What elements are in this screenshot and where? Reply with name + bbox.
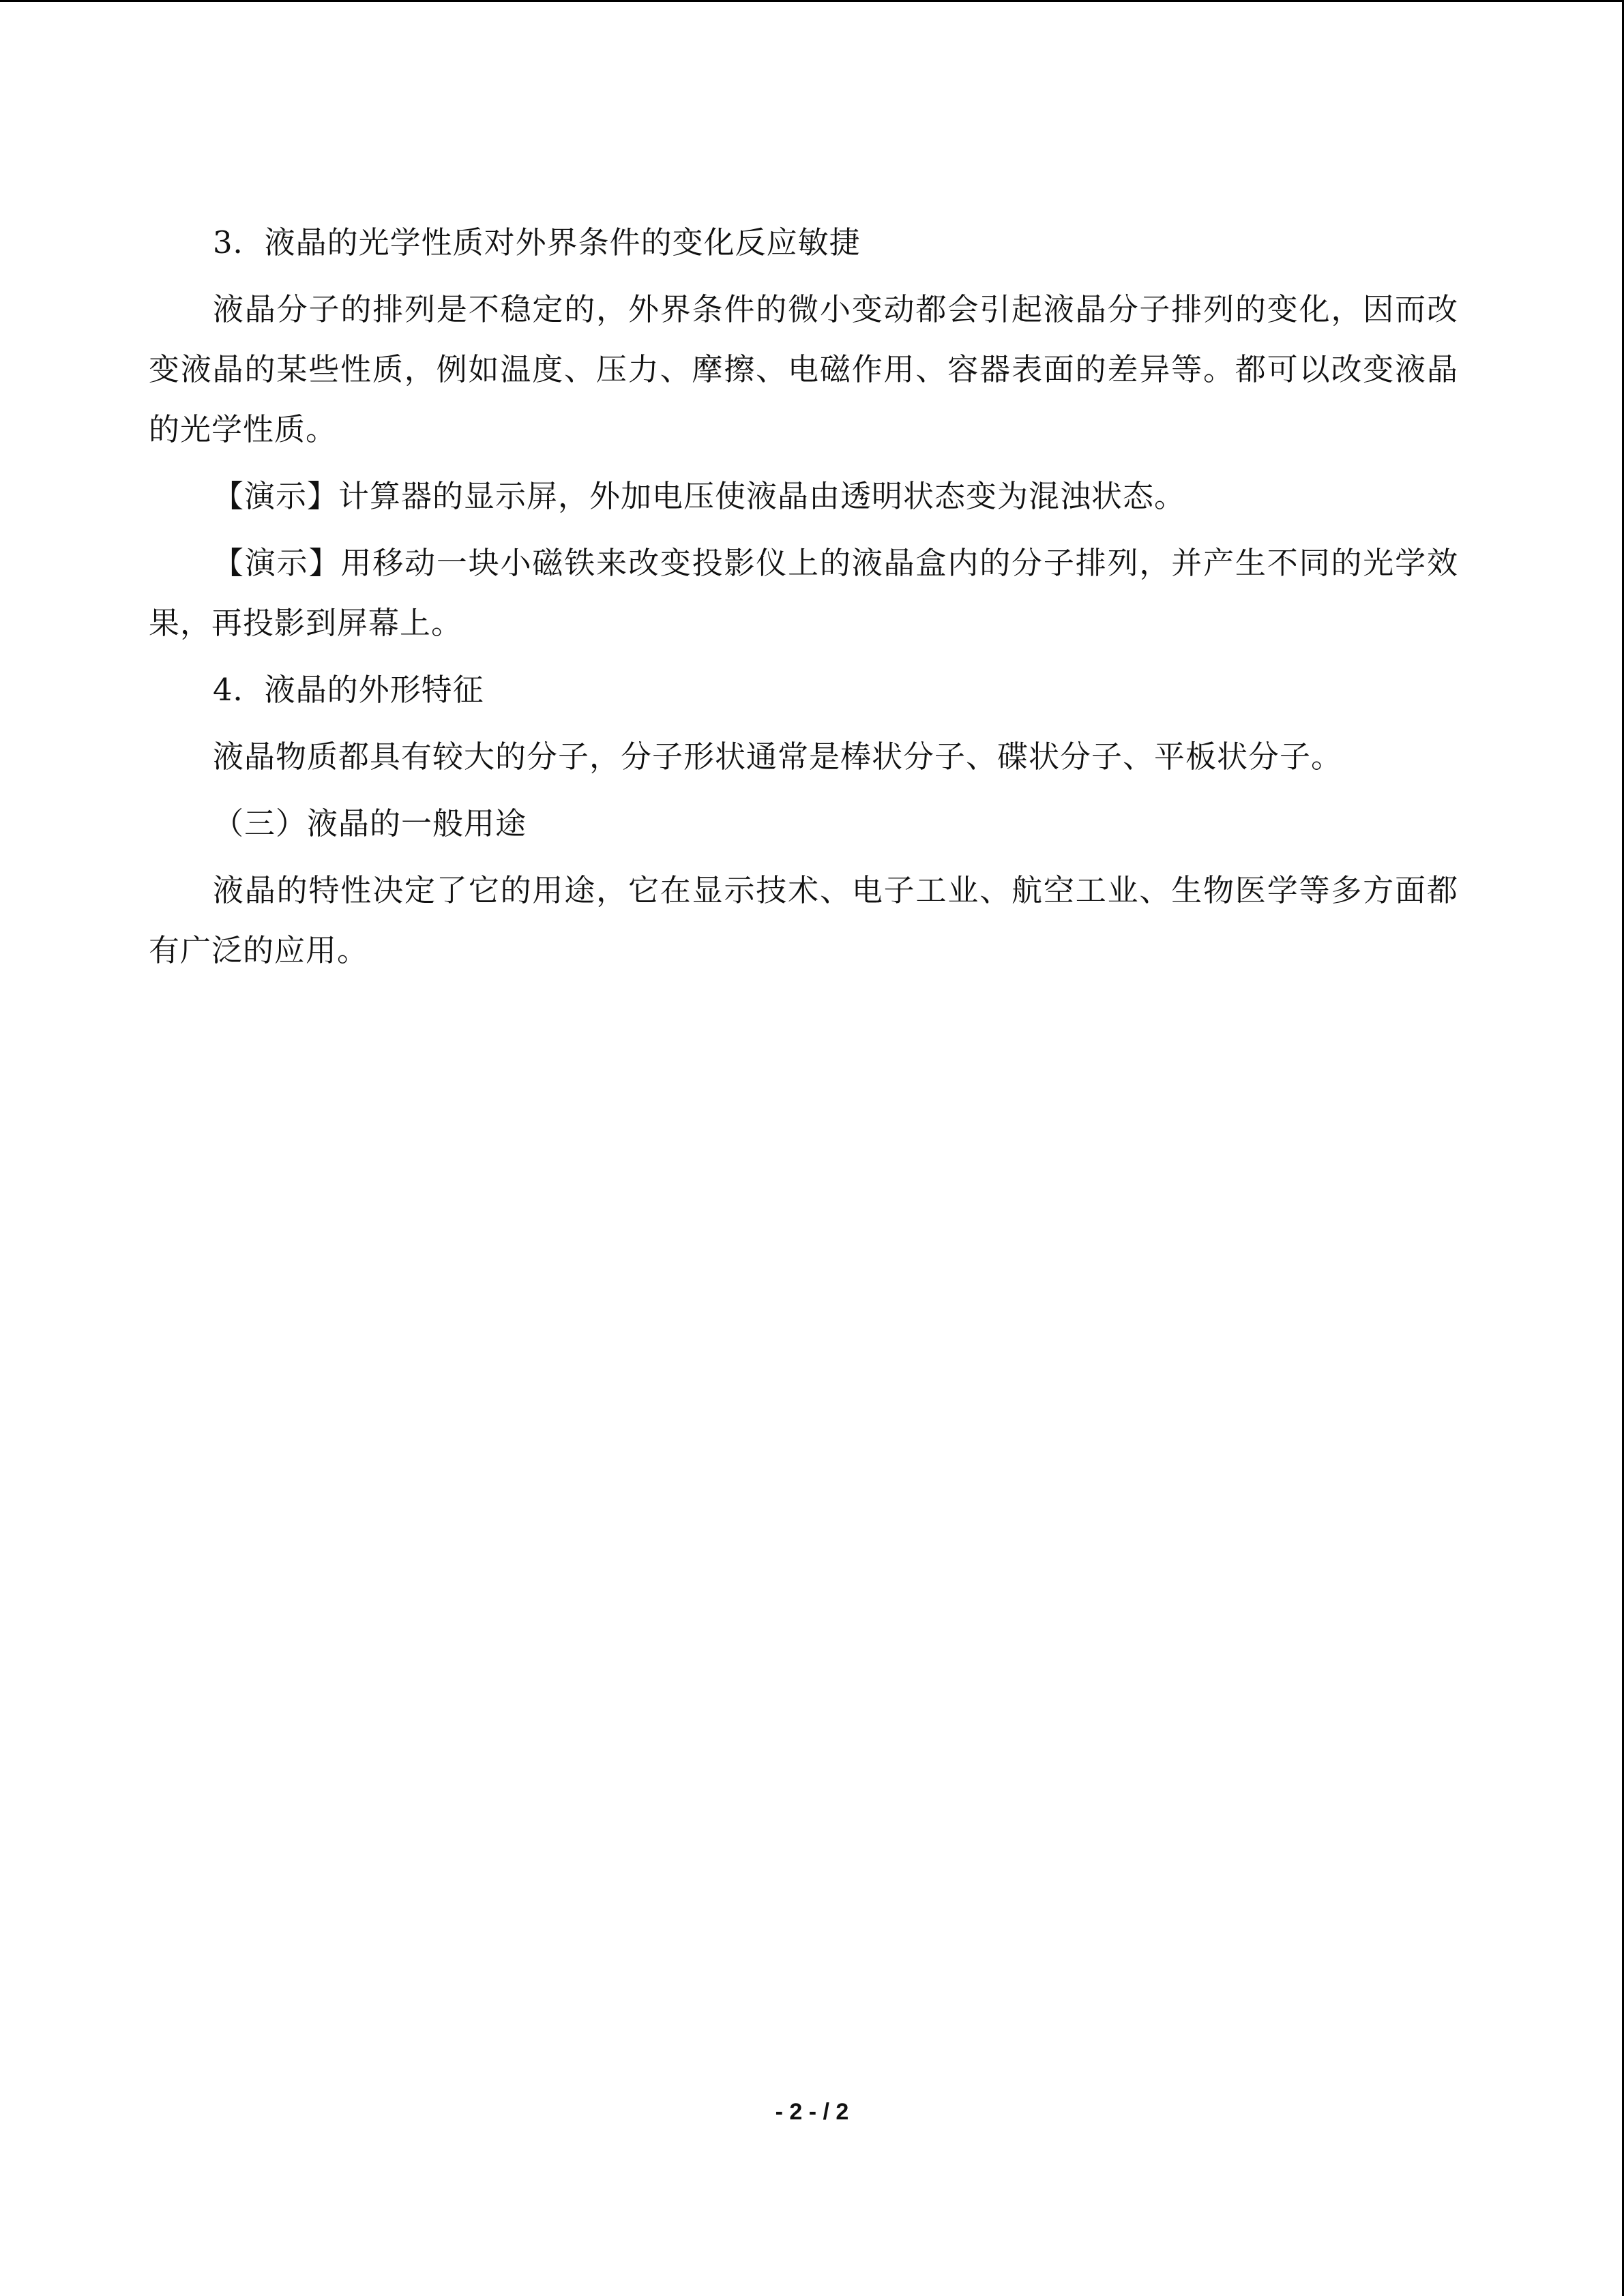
paragraph-demo-magnet: 【演示】用移动一块小磁铁来改变投影仪上的液晶盒内的分子排列，并产生不同的光学效果，再投影到屏幕上。 (149, 545, 1458, 641)
document-body (149, 213, 1458, 987)
heading-shape-features: 4．液晶的外形特征 (213, 672, 484, 708)
page-top-border (0, 0, 1624, 2)
heading-general-uses: （三）液晶的一般用途 (213, 805, 527, 841)
paragraph-demo-calculator: 【演示】计算器的显示屏，外加电压使液晶由透明状态变为混浊状态。 (213, 478, 1186, 514)
paragraph-molecule-shapes: 液晶物质都具有较大的分子，分子形状通常是棒状分子、碟状分子、平板状分子。 (213, 739, 1343, 775)
heading-optical-properties: 3．液晶的光学性质对外界条件的变化反应敏捷 (213, 224, 861, 260)
paragraph-applications: 液晶的特性决定了它的用途，它在显示技术、电子工业、航空工业、生物医学等多方面都有广泛的应用。 (149, 872, 1458, 968)
paragraph-molecule-arrangement: 液晶分子的排列是不稳定的，外界条件的微小变动都会引起液晶分子排列的变化，因而改变液晶的某些性质，例如温度、压力、摩擦、电磁作用、容器表面的差异等。都可以改变液晶的光学性质。 (149, 291, 1458, 447)
page-number: - 2 - / 2 (775, 2099, 849, 2125)
